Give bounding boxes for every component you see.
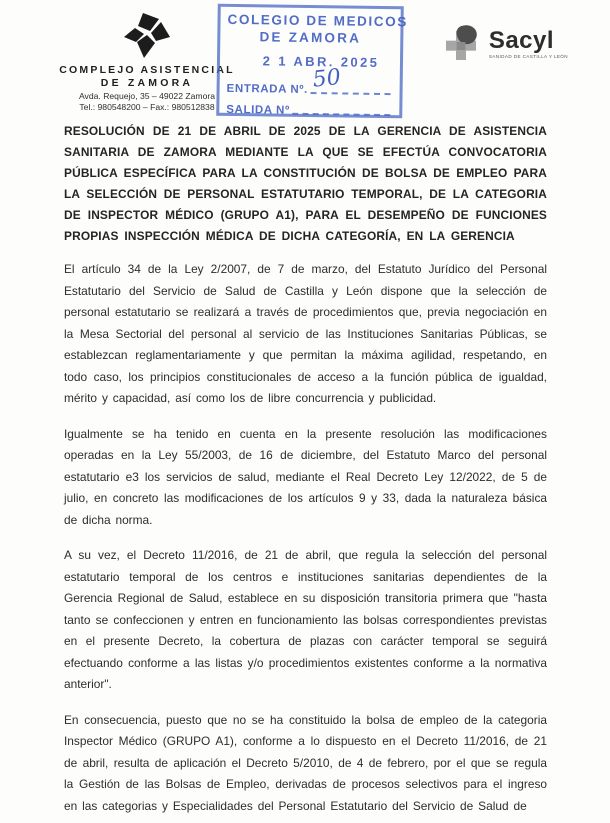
- stamp-entrada-row: [226, 64, 393, 97]
- sacyl-wordmark: [488, 26, 568, 59]
- stamp-salida-row: [226, 102, 392, 118]
- sacyl-name: Sacyl: [488, 26, 555, 54]
- paragraph-4: En consecuencia, puesto que no se ha constituido la bolsa de empleo de la categoria Inspector Médico (GRUPO A1), conforme a lo dispuesto en el Decreto 11/2016, de 21 de abril, resulta de aplicación el Decreto 5/2010, de 4 de febrero, por el que se regula la Gestión de las Bolsas de Empleo, derivadas de procesos selectivos para el ingreso en las categorias y Especialidades del Personal Estatutario del Servicio de Salud de: [64, 712, 547, 813]
- stamp-date: 2 1 ABR. 2025: [262, 53, 380, 70]
- stamp-salida-line: [293, 113, 391, 116]
- paragraph-2: Igualmente se ha tenido en cuenta en la presente resolución las modificaciones operadas en la Ley 55/2003, de 16 de diciembre, del Estatuto Marco del personal estatutario e3 los servicios de salud, mediante el Real Decreto Ley 12/2022, de 5 de julio, en concreto las modificaciones de los artículos 9 y 33, dada la naturaleza básica de dicha norma.: [64, 426, 547, 527]
- stamp-org-line1: COLEGIO DE MEDICOS: [227, 11, 408, 30]
- sacyl-tagline: SANIDAD DE CASTILLA Y LEÓN: [488, 53, 568, 59]
- org-address: Avda. Requejo, 35 – 49022 Zamora: [78, 90, 215, 101]
- sacyl-logo-block: [442, 24, 568, 64]
- paragraph-3: A su vez, el Decreto 11/2016, de 21 de abril, que regula la selección del personal estatutario temporal de los centros e instituciones sanitarias dependientes de la Gerencia Regional de Salud, establece en su disposición transitoria primera que "hasta tanto se confeccionen y entren en funcionamiento las bolsas correspondientes previstas en el presente Decreto, la cobertura de plazas con carácter temporal se seguirá efectuando conforme a las listas y/o procedimientos existentes conforme a la normativa anterior".: [64, 548, 547, 691]
- org-phone-fax: Tel.: 980548200 – Fax.: 980512838: [79, 102, 215, 112]
- hospital-identity-block: [58, 12, 236, 112]
- hospital-pinwheel-logo-icon: [121, 12, 173, 62]
- org-name-line1: COMPLEJO ASISTENCIAL: [59, 64, 235, 76]
- stamp-salida-label: SALIDA Nº: [226, 103, 290, 117]
- resolution-title: RESOLUCIÓN DE 21 DE ABRIL DE 2025 DE LA GERENCIA DE ASISTENCIA SANITARIA DE ZAMORA MEDIANTE LA QUE SE EFECTÚA CONVOCATORIA PÚBLICA ESPECÍFICA PARA LA CONSTITUCIÓN DE BOLSA DE EMPLEO PARA LA SELECCIÓN DE PERSONAL ESTATUTARIO TEMPORAL, DE LA CATEGORIA DE INSPECTOR MÉDICO (GRUPO A1), PARA EL DESEMPEÑO DE FUNCIONES PROPIAS INSPECCIÓN MÉDICA DE DICHA CATEGORÍA, EN LA GERENCIA: [64, 124, 547, 243]
- sacyl-cross-icon: [442, 24, 482, 64]
- org-name-line2: DE ZAMORA: [100, 77, 194, 89]
- stamp-entrada-line: [311, 92, 391, 95]
- stamp-org-line2: DE ZAMORA: [259, 29, 362, 46]
- stamp-entrada-label: ENTRADA Nº.: [226, 82, 308, 96]
- stamp-entrada-number-handwritten: 50: [311, 64, 343, 93]
- paragraph-1: El artículo 34 de la Ley 2/2007, de 7 de marzo, del Estatuto Jurídico del Personal Estatutario del Servicio de Salud de Castilla y León dispone que la selección de personal estatutario se realizará a través de procedimientos que, previa negociación en la Mesa Sectorial del personal al servicio de las Instituciones Sanitarias Públicas, se establezcan reglamentariamente y que permitan la máxima agilidad, respetando, en todo caso, los principios constitucionales de acceso a la función pública de igualdad, mérito y capacidad, así como los de libre concurrencia y publicidad.: [64, 262, 547, 405]
- registry-stamp: [216, 4, 408, 119]
- document-body: [64, 121, 547, 823]
